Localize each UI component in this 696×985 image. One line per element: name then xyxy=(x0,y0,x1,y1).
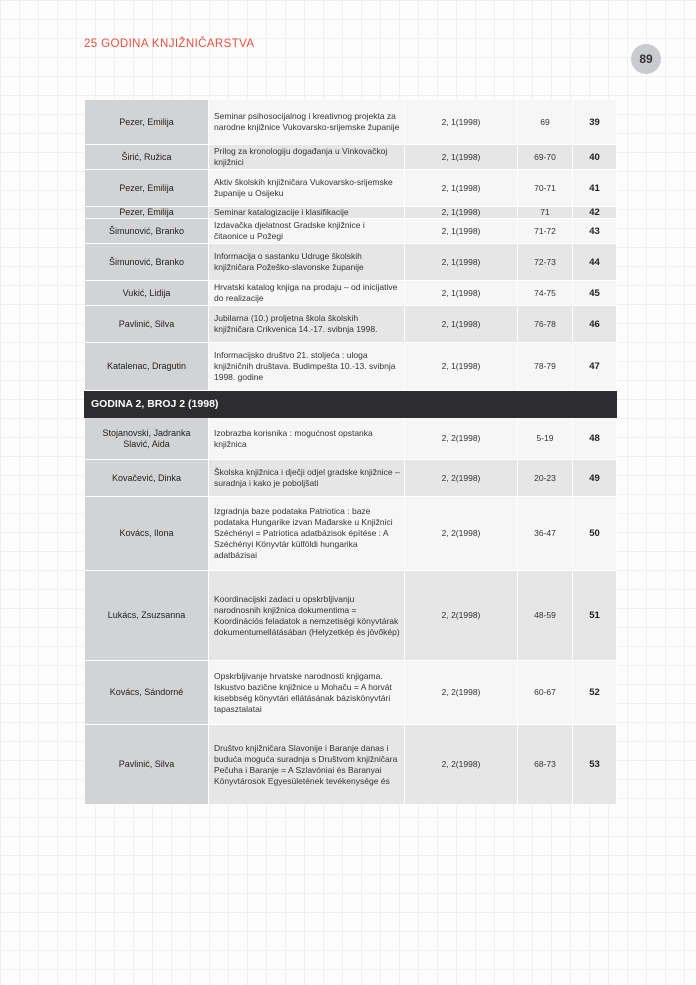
table-row xyxy=(85,281,617,306)
title-cell: Informacijsko društvo 21. stoljeća : uloga knjižničnih društava. Budimpešta 10.-13. svibnja 1998. godine xyxy=(209,343,405,391)
author-cell: Šimunović, Branko xyxy=(85,244,209,281)
author-cell: Pavlinić, Silva xyxy=(85,725,209,805)
table-row xyxy=(85,100,617,145)
pages-cell: 5-19 xyxy=(518,418,573,460)
issue-cell: 2, 1(1998) xyxy=(405,207,518,219)
table-row xyxy=(85,306,617,343)
issue-cell: 2, 1(1998) xyxy=(405,306,518,343)
pages-cell: 72-73 xyxy=(518,244,573,281)
author-cell: Pezer, Emilija xyxy=(85,100,209,145)
table-row xyxy=(85,343,617,391)
author-cell: Kovács, Sándorné xyxy=(85,661,209,725)
entry-number-cell: 45 xyxy=(573,281,617,306)
pages-cell: 20-23 xyxy=(518,460,573,497)
issue-cell: 2, 2(1998) xyxy=(405,661,518,725)
author-cell: Lukács, Zsuzsanna xyxy=(85,571,209,661)
table-row xyxy=(85,207,617,219)
title-cell: Izgradnja baze podataka Patriotica : baze podataka Hungarike izvan Mađarske u Knjižnici Széchényi = Patriotica adatbázisok építése : A Széchényi Könyvtár külföldi hungarika adatbázisai xyxy=(209,497,405,571)
author-cell: Pezer, Emilija xyxy=(85,207,209,219)
issue-cell: 2, 1(1998) xyxy=(405,170,518,207)
author-cell: Pavlinić, Silva xyxy=(85,306,209,343)
title-cell: Izobrazba korisnika : mogućnost opstanka knjižnica xyxy=(209,418,405,460)
table-row xyxy=(85,219,617,244)
pages-cell: 48-59 xyxy=(518,571,573,661)
entry-number-cell: 51 xyxy=(573,571,617,661)
table-row xyxy=(85,661,617,725)
issue-cell: 2, 2(1998) xyxy=(405,460,518,497)
title-cell: Opskrbljivanje hrvatske narodnosti knjigama. Iskustvo bazične knjižnice u Mohaču = A horvát kisebbség könyvtári ellátásának báziskönyvtári tapasztalatai xyxy=(209,661,405,725)
table-row xyxy=(85,145,617,170)
author-cell: Kovačević, Dinka xyxy=(85,460,209,497)
title-cell: Seminar katalogizacije i klasifikacije xyxy=(209,207,405,219)
section-heading-row xyxy=(85,391,617,418)
pages-cell: 71 xyxy=(518,207,573,219)
pages-cell: 69 xyxy=(518,100,573,145)
entry-number-cell: 42 xyxy=(573,207,617,219)
title-cell: Seminar psihosocijalnog i kreativnog projekta za narodne knjižnice Vukovarsko-srijemske županije xyxy=(209,100,405,145)
pages-cell: 76-78 xyxy=(518,306,573,343)
title-cell: Društvo knjižničara Slavonije i Baranje danas i buduća moguća suradnja s Društvom knjižničara Pečuha i Baranje = A Szlavóniai és Baranyai Könyvtárosok Egyesületének tevékenysége és xyxy=(209,725,405,805)
issue-cell: 2, 1(1998) xyxy=(405,343,518,391)
issue-cell: 2, 1(1998) xyxy=(405,219,518,244)
issue-cell: 2, 2(1998) xyxy=(405,418,518,460)
table-row xyxy=(85,497,617,571)
issue-cell: 2, 1(1998) xyxy=(405,100,518,145)
title-cell: Aktiv školskih knjižničara Vukovarsko-srijemske županije u Osijeku xyxy=(209,170,405,207)
entry-number-cell: 46 xyxy=(573,306,617,343)
author-cell: Kovács, Ilona xyxy=(85,497,209,571)
author-cell: Pezer, Emilija xyxy=(85,170,209,207)
pages-cell: 36-47 xyxy=(518,497,573,571)
issue-cell: 2, 2(1998) xyxy=(405,571,518,661)
table-row xyxy=(85,244,617,281)
title-cell: Hrvatski katalog knjiga na prodaju – od inicijative do realizacije xyxy=(209,281,405,306)
issue-cell: 2, 2(1998) xyxy=(405,497,518,571)
entry-number-cell: 43 xyxy=(573,219,617,244)
entry-number-cell: 40 xyxy=(573,145,617,170)
pages-cell: 69-70 xyxy=(518,145,573,170)
author-cell: Vukić, Lidija xyxy=(85,281,209,306)
entry-number-cell: 48 xyxy=(573,418,617,460)
title-cell: Prilog za kronologiju događanja u Vinkovačkoj knjižnici xyxy=(209,145,405,170)
entry-number-cell: 52 xyxy=(573,661,617,725)
entry-number-cell: 44 xyxy=(573,244,617,281)
section-heading: GODINA 2, BROJ 2 (1998) xyxy=(85,391,617,418)
pages-cell: 70-71 xyxy=(518,170,573,207)
entry-number-cell: 53 xyxy=(573,725,617,805)
pages-cell: 74-75 xyxy=(518,281,573,306)
bibliography-table xyxy=(84,99,617,805)
table-row xyxy=(85,460,617,497)
title-cell: Informacija o sastanku Udruge školskih knjižničara Požeško-slavonske županije xyxy=(209,244,405,281)
title-cell: Jubilarna (10.) proljetna škola školskih knjižničara Crikvenica 14.-17. svibnja 1998. xyxy=(209,306,405,343)
author-cell: Šimunović, Branko xyxy=(85,219,209,244)
author-cell: Stojanovski, Jadranka Slavić, Aida xyxy=(85,418,209,460)
entry-number-cell: 47 xyxy=(573,343,617,391)
pages-cell: 60-67 xyxy=(518,661,573,725)
table-row xyxy=(85,170,617,207)
table-row xyxy=(85,418,617,460)
running-title: 25 GODINA KNJIŽNIČARSTVA xyxy=(84,38,255,50)
issue-cell: 2, 1(1998) xyxy=(405,145,518,170)
table-row xyxy=(85,725,617,805)
entry-number-cell: 49 xyxy=(573,460,617,497)
table-row xyxy=(85,571,617,661)
entry-number-cell: 50 xyxy=(573,497,617,571)
title-cell: Koordinacijski zadaci u opskrbljivanju narodnosnih knjižnica dokumentima = Koordinációs feladatok a nemzetiségi könyvtárak dokumentumellátásában (Helyzetkép és jövőkép) xyxy=(209,571,405,661)
entry-number-cell: 39 xyxy=(573,100,617,145)
pages-cell: 78-79 xyxy=(518,343,573,391)
issue-cell: 2, 1(1998) xyxy=(405,244,518,281)
issue-cell: 2, 1(1998) xyxy=(405,281,518,306)
author-cell: Širić, Ružica xyxy=(85,145,209,170)
pages-cell: 68-73 xyxy=(518,725,573,805)
pages-cell: 71-72 xyxy=(518,219,573,244)
page-number-badge: 89 xyxy=(631,44,661,74)
entry-number-cell: 41 xyxy=(573,170,617,207)
title-cell: Školska knjižnica i dječji odjel gradske knjižnice – suradnja i kako je poboljšati xyxy=(209,460,405,497)
title-cell: Izdavačka djelatnost Gradske knjižnice i čitaonice u Požegi xyxy=(209,219,405,244)
author-cell: Katalenac, Dragutin xyxy=(85,343,209,391)
issue-cell: 2, 2(1998) xyxy=(405,725,518,805)
